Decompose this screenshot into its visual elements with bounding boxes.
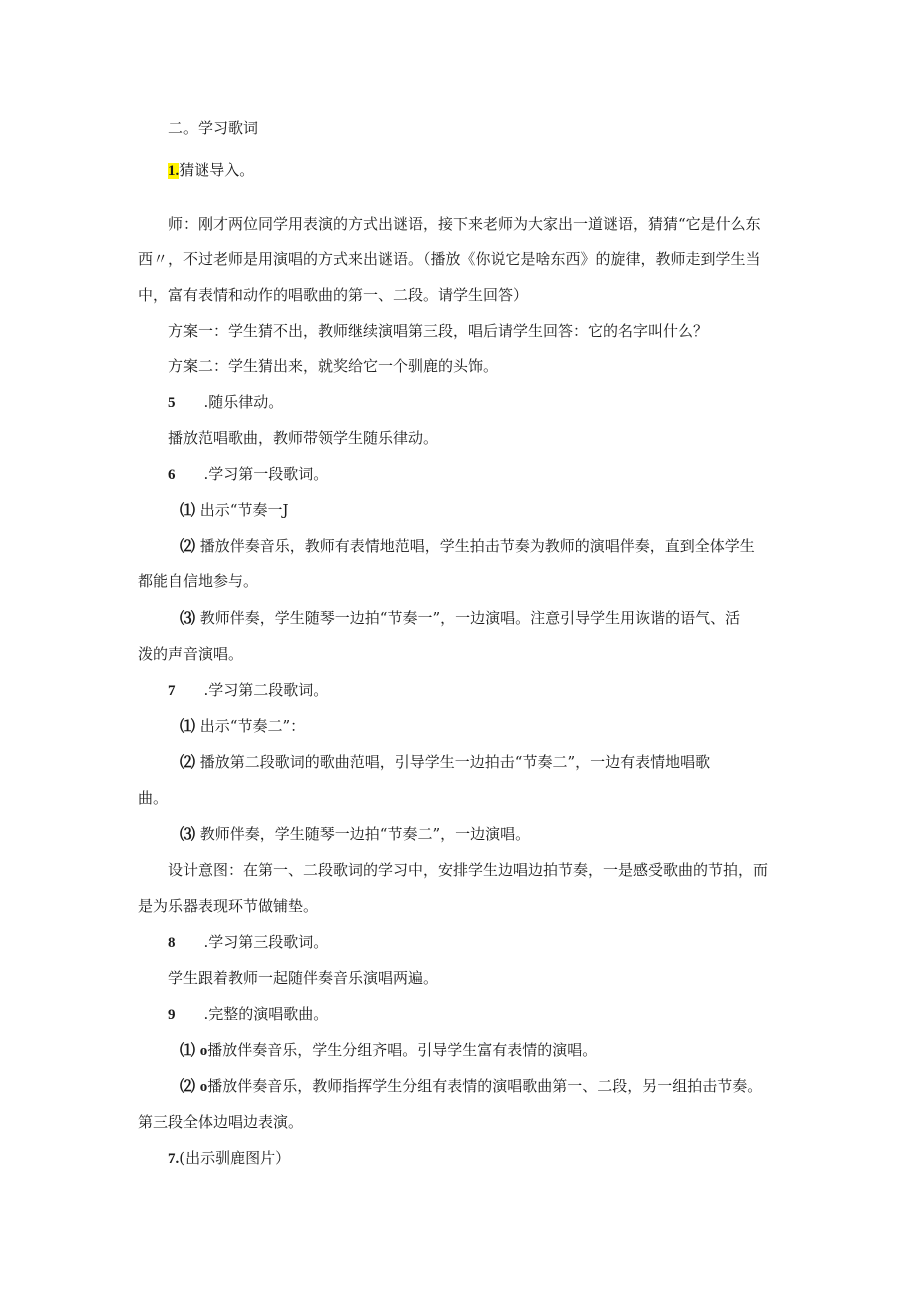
item-number: ⑴ [180,503,196,519]
plan-two: 方案二：学生猜出来，就奖给它一个驯鹿的头饰。 [168,357,499,375]
step-number: 8 [168,935,176,951]
step-text: .完整的演唱歌曲。 [203,1005,329,1023]
item-number: ⑶ [180,827,196,843]
step-5-body: 播放范唱歌曲，教师带领学生随乐律动。 [168,429,439,447]
item-number: ⑴ [180,719,196,735]
item-number: ⑵ [180,755,196,771]
step-number: 1. [168,163,180,179]
step-8 [168,932,328,953]
step-number: 5 [168,395,176,411]
step-text: 猜谜导入。 [179,161,255,179]
step-6-item-2 [180,536,755,557]
step-6-item-3-cont: 泼的声音演唱。 [138,645,244,663]
item-number: ⑴ [180,1043,196,1059]
item-number: ⑵ [180,1079,196,1095]
step-6 [168,464,328,485]
step-8-body: 学生跟着教师一起随伴奏音乐演唱两遍。 [168,969,439,987]
step-6-item-2-cont: 都能自信地参与。 [138,572,259,590]
step-text: .学习第一段歌词。 [203,465,329,483]
step-number: 6 [168,467,176,483]
plan-one: 方案一：学生猜不出，教师继续演唱第三段，唱后请学生回答：它的名字叫什么？ [168,322,709,340]
step-number: 9 [168,1007,176,1023]
step-7-item-2-cont: 曲。 [138,789,169,807]
teacher-line-2: 西〃，不过老师是用演唱的方式来出谜语。（播放《你说它是啥东西》的旋律，教师走到学生当 [138,250,761,268]
item-text: 播放伴奏音乐，教师有表情地范唱，学生拍击节奏为教师的演唱伴奏，直到全体学生 [199,537,755,555]
item-number: ⑵ [180,539,196,555]
design-intent-line-2: 是为乐器表现环节做铺垫。 [138,897,319,915]
step-number: 7. [168,1151,180,1167]
item-number: ⑶ [180,611,196,627]
item-mark: o [199,1043,208,1059]
step-9-item-1 [180,1040,597,1061]
step-7-item-2 [180,752,710,773]
teacher-line-1: 师：刚才两位同学用表演的方式出谜语，接下来老师为大家出一道谜语，猜猜“它是什么东 [168,215,761,233]
step-1 [168,160,254,181]
step-7 [168,680,328,701]
item-text: 教师伴奏，学生随琴一边拍“节奏一”，一边演唱。注意引导学生用诙谐的语气、活 [199,609,741,627]
step-9 [168,1004,328,1025]
step-text: .随乐律动。 [203,393,284,411]
step-9-item-2 [180,1076,762,1097]
step-7-image [168,1148,290,1169]
teacher-line-3: 中，富有表情和动作的唱歌曲的第一、二段。请学生回答） [138,286,529,304]
step-number: 7 [168,683,176,699]
step-7-item-3 [180,824,530,845]
step-9-item-2-cont: 第三段全体边唱边表演。 [138,1113,304,1131]
step-6-item-1 [180,500,288,521]
item-text: 播放伴奏音乐，教师指挥学生分组有表情的演唱歌曲第一、二段，另一组拍击节奏。 [207,1077,763,1095]
step-text: .学习第三段歌词。 [203,933,329,951]
step-text: .学习第二段歌词。 [203,681,329,699]
item-text: 出示“节奏二”： [199,717,306,735]
item-text: 教师伴奏，学生随琴一边拍“节奏二”，一边演唱。 [199,825,531,843]
section-heading: 二。学习歌词 [168,119,259,137]
step-text: (出示驯鹿图片） [179,1149,291,1167]
step-6-item-3 [180,608,740,629]
item-mark: o [199,1079,208,1095]
step-5 [168,392,283,413]
item-text: 出示“节奏一J [199,501,289,519]
item-text: 播放伴奏音乐，学生分组齐唱。引导学生富有表情的演唱。 [207,1041,598,1059]
step-7-item-1 [180,716,305,737]
item-text: 播放第二段歌词的歌曲范唱，引导学生一边拍击“节奏二”，一边有表情地唱歌 [199,753,711,771]
design-intent-line-1: 设计意图：在第一、二段歌词的学习中，安排学生边唱边拍节奏，一是感受歌曲的节拍，而 [168,861,769,879]
